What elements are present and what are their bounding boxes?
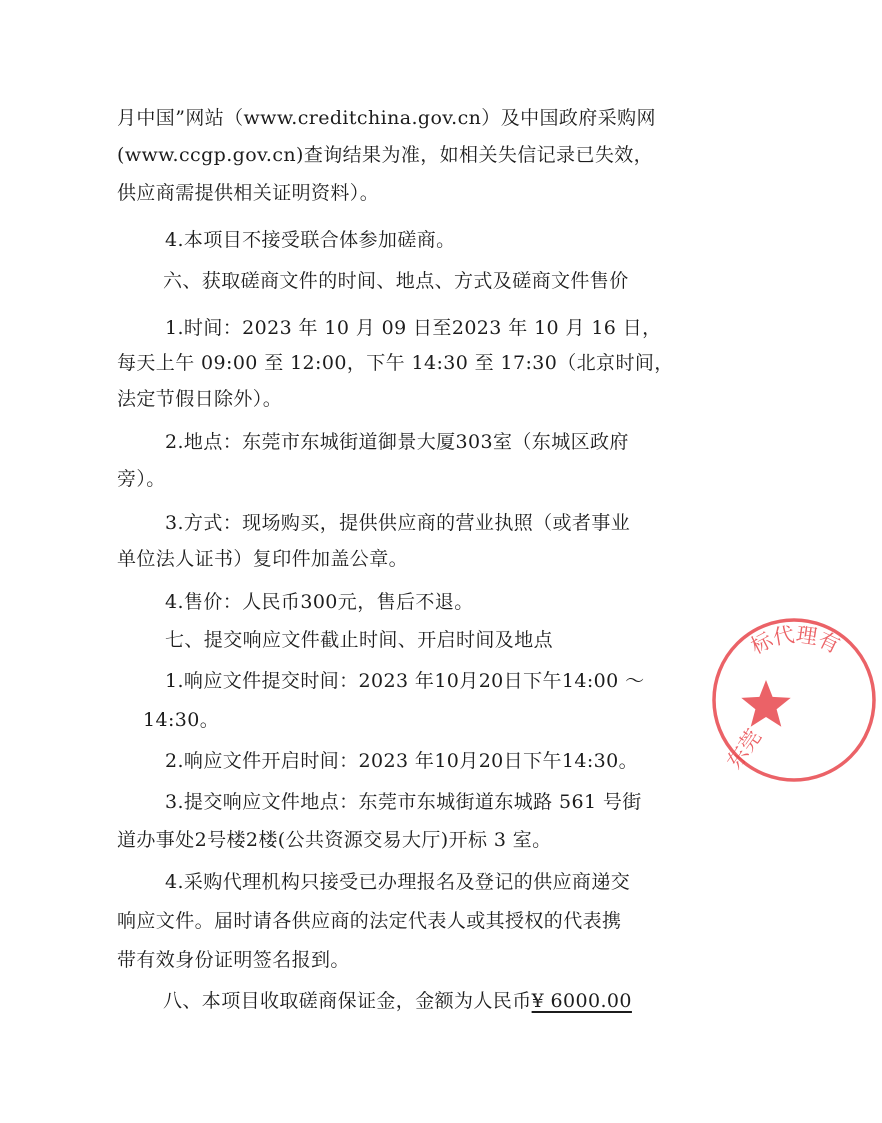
text-line: 响应文件。届时请各供应商的法定代表人或其授权的代表携 (117, 910, 622, 932)
text-line: 4.采购代理机构只接受已办理报名及登记的供应商递交 (165, 871, 631, 893)
text-line: 供应商需提供相关证明资料）。 (117, 182, 380, 204)
company-seal (706, 612, 844, 788)
seal-text-bottom: 东莞 (722, 725, 766, 774)
text-line: 法定节假日除外）。 (117, 388, 283, 410)
text-line: 3.方式：现场购买，提供供应商的营业执照（或者事业 (165, 512, 631, 534)
section-heading: 六、获取磋商文件的时间、地点、方式及磋商文件售价 (163, 270, 629, 292)
text-line: 月中国”网站（www.creditchina.gov.cn）及中国政府采购网 (117, 107, 656, 129)
text-line: 2.地点：东莞市东城街道御景大厦303室（东城区政府 (165, 431, 629, 453)
deposit-sentence: 八、本项目收取磋商保证金，金额为人民币 (163, 990, 532, 1012)
star-icon (741, 680, 790, 727)
text-line: 单位法人证书）复印件加盖公章。 (117, 548, 409, 570)
text-line: 1.响应文件提交时间：2023 年10月20日下午14:00 ～ (165, 670, 645, 692)
text-line: 4.售价：人民币300元，售后不退。 (165, 591, 474, 613)
text-line: 14:30。 (143, 709, 220, 731)
text-line: 每天上午 09:00 至 12:00，下午 14:30 至 17:30（北京时间， (117, 352, 674, 374)
text-line: 1.时间：2023 年 10 月 09 日至2023 年 10 月 16 日， (165, 317, 662, 339)
deposit-amount: ¥ 6000.00 (531, 990, 632, 1012)
text-line: 旁）。 (117, 468, 166, 490)
section-heading: 七、提交响应文件截止时间、开启时间及地点 (165, 629, 554, 651)
text-line: 3.提交响应文件地点：东莞市东城街道东城路 561 号街 (165, 791, 642, 813)
text-line: 4.本项目不接受联合体参加磋商。 (165, 229, 456, 251)
text-line: 带有效身份证明签名报到。 (117, 949, 350, 971)
seal-text-top: 标代理有 (747, 622, 844, 659)
text-line: 道办事处2号楼2楼(公共资源交易大厅)开标 3 室。 (117, 829, 552, 851)
text-line: 2.响应文件开启时间：2023 年10月20日下午14:30。 (165, 750, 639, 772)
section-heading (163, 986, 632, 1016)
text-line: (www.ccgp.gov.cn)查询结果为准，如相关失信记录已失效， (117, 144, 654, 166)
